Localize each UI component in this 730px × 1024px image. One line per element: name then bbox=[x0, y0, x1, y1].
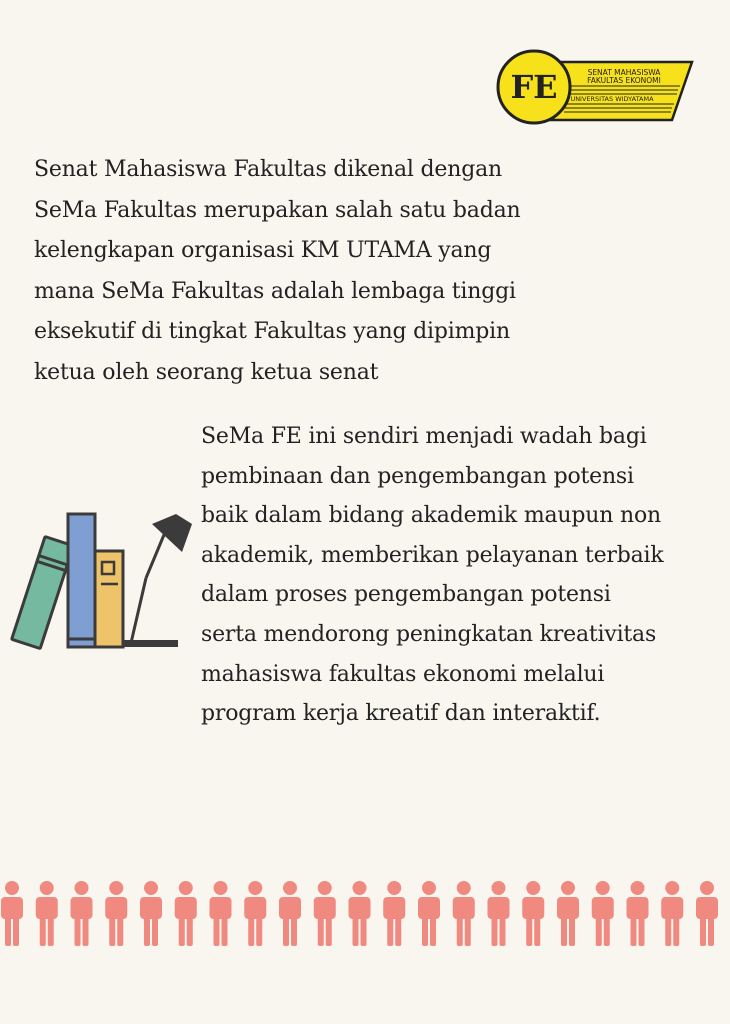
description-line: program kerja kreatif dan interaktif. bbox=[201, 701, 601, 727]
description-line: serta mendorong peningkatan kreativitas bbox=[201, 621, 657, 647]
description-line: SeMa FE ini sendiri menjadi wadah bagi bbox=[201, 424, 647, 449]
person-icon bbox=[140, 881, 162, 946]
intro-line: ketua oleh seorang ketua senat bbox=[34, 359, 379, 385]
person-icon bbox=[418, 881, 440, 946]
person-icon bbox=[627, 881, 649, 946]
person-icon bbox=[592, 881, 614, 946]
intro-line: SeMa Fakultas merupakan salah satu badan bbox=[34, 197, 521, 223]
description-line: akademik, memberikan pelayanan terbaik bbox=[201, 542, 664, 568]
person-icon bbox=[383, 881, 405, 946]
description-line: dalam proses pengembangan potensi bbox=[201, 582, 611, 608]
logo-line2: FAKULTAS EKONOMI bbox=[587, 76, 661, 85]
person-icon bbox=[244, 881, 266, 946]
description-line: baik dalam bidang akademik maupun non bbox=[201, 503, 661, 529]
person-icon bbox=[1, 881, 23, 946]
books-and-lamp-icon bbox=[6, 506, 196, 656]
person-icon bbox=[175, 881, 197, 946]
person-icon bbox=[349, 881, 371, 946]
person-icon bbox=[314, 881, 336, 946]
intro-line: mana SeMa Fakultas adalah lembaga tinggi bbox=[34, 278, 516, 304]
sema-fe-logo bbox=[494, 46, 694, 130]
person-icon bbox=[279, 881, 301, 946]
intro-line: kelengkapan organisasi KM UTAMA yang bbox=[34, 238, 492, 264]
intro-line: Senat Mahasiswa Fakultas dikenal dengan bbox=[34, 157, 502, 182]
person-icon bbox=[210, 881, 232, 946]
logo-initials: FE bbox=[510, 68, 558, 106]
intro-line: eksekutif di tingkat Fakultas yang dipimpin bbox=[34, 319, 510, 345]
person-icon bbox=[522, 881, 544, 946]
logo-line1: SENAT MAHASISWA bbox=[587, 68, 661, 77]
logo-line3: UNIVERSITAS WIDYATAMA bbox=[570, 95, 654, 103]
person-icon bbox=[105, 881, 127, 946]
description-paragraph bbox=[201, 417, 721, 734]
people-row bbox=[0, 880, 730, 950]
person-icon bbox=[696, 881, 718, 946]
person-icon bbox=[453, 881, 475, 946]
person-icon bbox=[71, 881, 93, 946]
description-line: pembinaan dan pengembangan potensi bbox=[201, 463, 634, 489]
person-icon bbox=[488, 881, 510, 946]
description-line: mahasiswa fakultas ekonomi melalui bbox=[201, 661, 605, 687]
intro-paragraph bbox=[34, 150, 594, 394]
person-icon bbox=[557, 881, 579, 946]
person-icon bbox=[36, 881, 58, 946]
person-icon bbox=[661, 881, 683, 946]
